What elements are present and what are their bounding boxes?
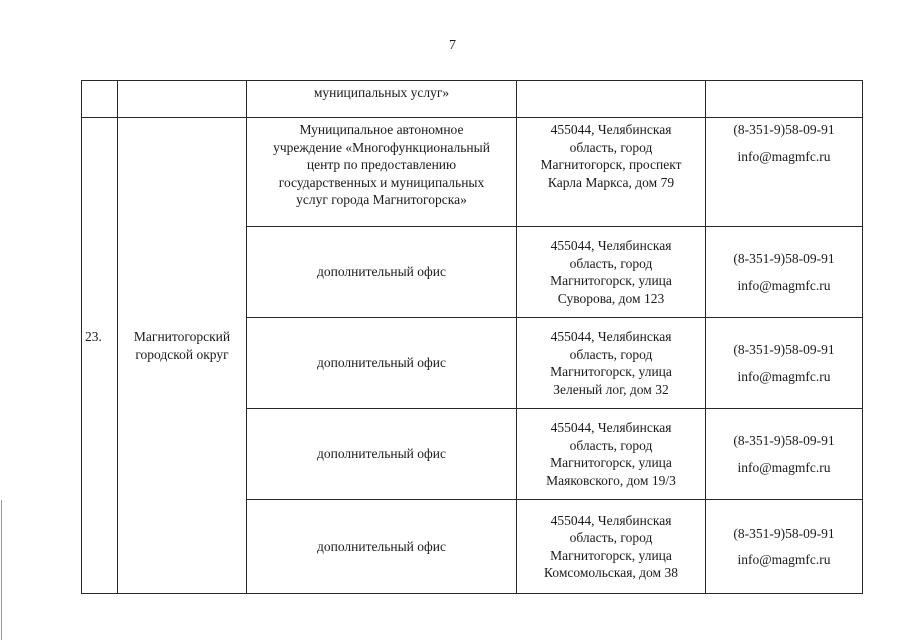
address-line: область, город [569,346,653,362]
phone-number: (8-351-9)58-09-91 [733,525,835,541]
mfc-registry-table [81,80,863,594]
contacts-cell [706,118,863,227]
address-cell [517,227,706,318]
page-number: 7 [449,38,456,53]
contacts-cell [706,409,863,500]
office-name-cell: дополнительный офис [247,500,517,594]
address-line: Карла Маркса, дом 79 [547,174,675,190]
email-address: info@magmfc.ru [737,459,831,475]
address-line: область, город [569,437,653,453]
institution-name-line: Муниципальное автономное [299,122,464,137]
address-line: Магнитогорск, проспект [540,157,682,172]
address-cell [517,318,706,409]
address-line: область, город [569,139,653,155]
office-name-cell: дополнительный офис [247,409,517,500]
address-line: область, город [569,255,653,271]
continuation-contacts-cell [706,81,863,118]
email-address: info@magmfc.ru [737,148,831,164]
address-line: 455044, Челябинская [550,122,672,137]
continuation-address-cell [517,81,706,118]
phone-number: (8-351-9)58-09-91 [733,433,835,448]
office-name-cell: дополнительный офис [247,318,517,409]
institution-name-line: государственных и муниципальных [278,174,485,190]
email-address: info@magmfc.ru [737,368,831,384]
address-cell [517,500,706,594]
address-line: Магнитогорск, улица [550,364,672,379]
email-address: info@magmfc.ru [737,277,831,293]
address-line: Комсомольская, дом 38 [544,565,678,580]
address-line: 455044, Челябинская [550,238,672,253]
office-name-cell: дополнительный офис [247,227,517,318]
address-line: Суворова, дом 123 [557,290,665,306]
phone-number: (8-351-9)58-09-91 [733,342,835,357]
address-line: Маяковского, дом 19/3 [546,472,676,488]
phone-number: (8-351-9)58-09-91 [733,251,835,266]
address-cell [517,409,706,500]
continuation-name-cell: муниципальных услуг» [247,81,517,118]
continuation-number-cell [82,81,118,118]
address-line: 455044, Челябинская [550,329,672,344]
contacts-cell [706,500,863,594]
address-line: 455044, Челябинская [550,420,672,435]
district-cell [118,118,247,594]
institution-name-line: услуг города Магнитогорска» [296,192,467,207]
address-line: Магнитогорск, улица [550,273,672,288]
institution-name-cell [247,118,517,227]
entry-number-text: 23. [85,329,102,344]
scan-edge-line [1,500,2,640]
address-line: 455044, Челябинская [550,512,672,528]
institution-name-line: учреждение «Многофункциональный [273,139,490,155]
district-name-line: Магнитогорский [133,329,231,344]
address-line: Магнитогорск, улица [550,547,672,563]
email-address: info@magmfc.ru [737,552,831,567]
address-line: Зеленый лог, дом 32 [553,381,669,397]
district-name-line: городской округ [135,346,229,362]
table-row [82,118,863,227]
institution-name-line: центр по предоставлению [306,157,457,172]
phone-number: (8-351-9)58-09-91 [733,122,835,137]
address-line: Магнитогорск, улица [550,455,672,470]
contacts-cell [706,227,863,318]
address-line: область, город [569,530,653,545]
continuation-row [82,81,863,118]
continuation-district-cell [118,81,247,118]
address-cell [517,118,706,227]
contacts-cell [706,318,863,409]
entry-number [82,118,118,594]
